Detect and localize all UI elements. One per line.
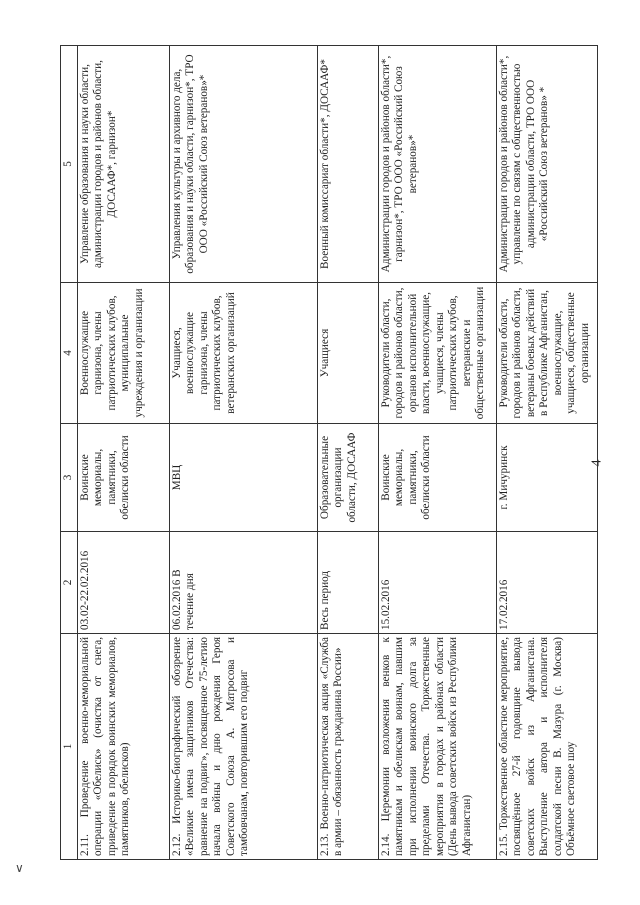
header-cell-2: 2 xyxy=(61,532,78,634)
header-cell-1: 1 xyxy=(61,634,78,860)
responsible-cell: Администрации городов и районов области*, гарнизон*, ТРО ООО «Российский Союз ветеранов»* xyxy=(379,46,497,283)
place-cell: Воинские мемориалы, памятники, обелиски области xyxy=(78,424,170,532)
date-cell: Весь период xyxy=(318,532,379,634)
corner-mark: ∨ xyxy=(15,861,24,875)
place-cell: МВЦ xyxy=(170,424,318,532)
participants-cell: Руководители области, городов и районов области, органов исполнительной власти, военнослужащие, учащиеся, члены патриотических клубов, ветеранские и общественные организации xyxy=(379,283,497,424)
event-title-cell: 2.12. Историко-биографический обозрение «Великие имена защитников Отечества: равнение на подвиг», посвященное 75-летию начала войны и дню рождения Героя Советского Союза А. Матросова и тамбовчанам, повторившим его подвиг xyxy=(170,634,318,860)
participants-cell: Руководители области, городов и районов области, ветераны боевых действий в Республике Афганистан, военнослужащие, учащиеся, общественные организации xyxy=(497,283,598,424)
responsible-cell: Военный комиссариат области*, ДОСААФ* xyxy=(318,46,379,283)
place-cell: г. Мичуринск xyxy=(497,424,598,532)
events-table xyxy=(60,45,598,860)
event-title-cell: 2.13. Военно-патриотическая акция «Служба в армии – обязанность гражданина России» xyxy=(318,634,379,860)
participants-cell: Военнослужащие гарнизона, члены патриотических клубов, муниципальные учреждения и организации xyxy=(78,283,170,424)
responsible-cell: Администрации городов и районов области*, управление по связям с общественностью администрации области, ТРО ООО «Российский Союз ветеранов» * xyxy=(497,46,598,283)
date-cell: 06.02.2016 В течение дня xyxy=(170,532,318,634)
event-title-cell: 2.11. Проведение военно-мемориальной операции «Обелиск» (очистка от снега, приведение в порядок воинских мемориалов, памятников, обелисков) xyxy=(78,634,170,860)
rotated-table-wrapper xyxy=(60,46,594,860)
header-row xyxy=(61,46,78,860)
date-cell: 03.02-22.02.2016 xyxy=(78,532,170,634)
header-cell-3: 3 xyxy=(61,424,78,532)
event-title-cell: 2.15. Торжественное областное мероприятие, посвящённое 27-й годовщине вывода советских войск из Афганистана. Выступление автора и исполнителя солдатской песни В. Мазура (г. Москва) Объёмное световое шоу xyxy=(497,634,598,860)
participants-cell: Учащиеся xyxy=(318,283,379,424)
place-cell: Воинские мемориалы, памятники, обелиски области xyxy=(379,424,497,532)
table-row xyxy=(497,46,598,860)
date-cell: 17.02.2016 xyxy=(497,532,598,634)
header-cell-5: 5 xyxy=(61,46,78,283)
table-row xyxy=(78,46,170,860)
place-cell: Образовательные организации области, ДОСААФ xyxy=(318,424,379,532)
date-cell: 15.02.2016 xyxy=(379,532,497,634)
table-row xyxy=(170,46,318,860)
responsible-cell: Управления культуры и архивного дела, образования и науки области, гарнизон*, ТРО ООО «Российский Союз ветеранов»* xyxy=(170,46,318,283)
page-number: 4 xyxy=(589,459,605,467)
event-title-cell: 2.14. Церемонии возложения венков к памятникам и обелискам воинам, павшим при исполнении воинского долга за пределами Отечества. Торжественные мероприятия в городах и районах области (День вывода советских войск из Республики Афганистан) xyxy=(379,634,497,860)
table-row xyxy=(318,46,379,860)
header-cell-4: 4 xyxy=(61,283,78,424)
participants-cell: Учащиеся, военнослужащие гарнизона, члены патриотических клубов, ветеранских организаций xyxy=(170,283,318,424)
responsible-cell: Управление образования и науки области, администрации городов и районов области, ДОСААФ*, гарнизон* xyxy=(78,46,170,283)
table-row xyxy=(379,46,497,860)
